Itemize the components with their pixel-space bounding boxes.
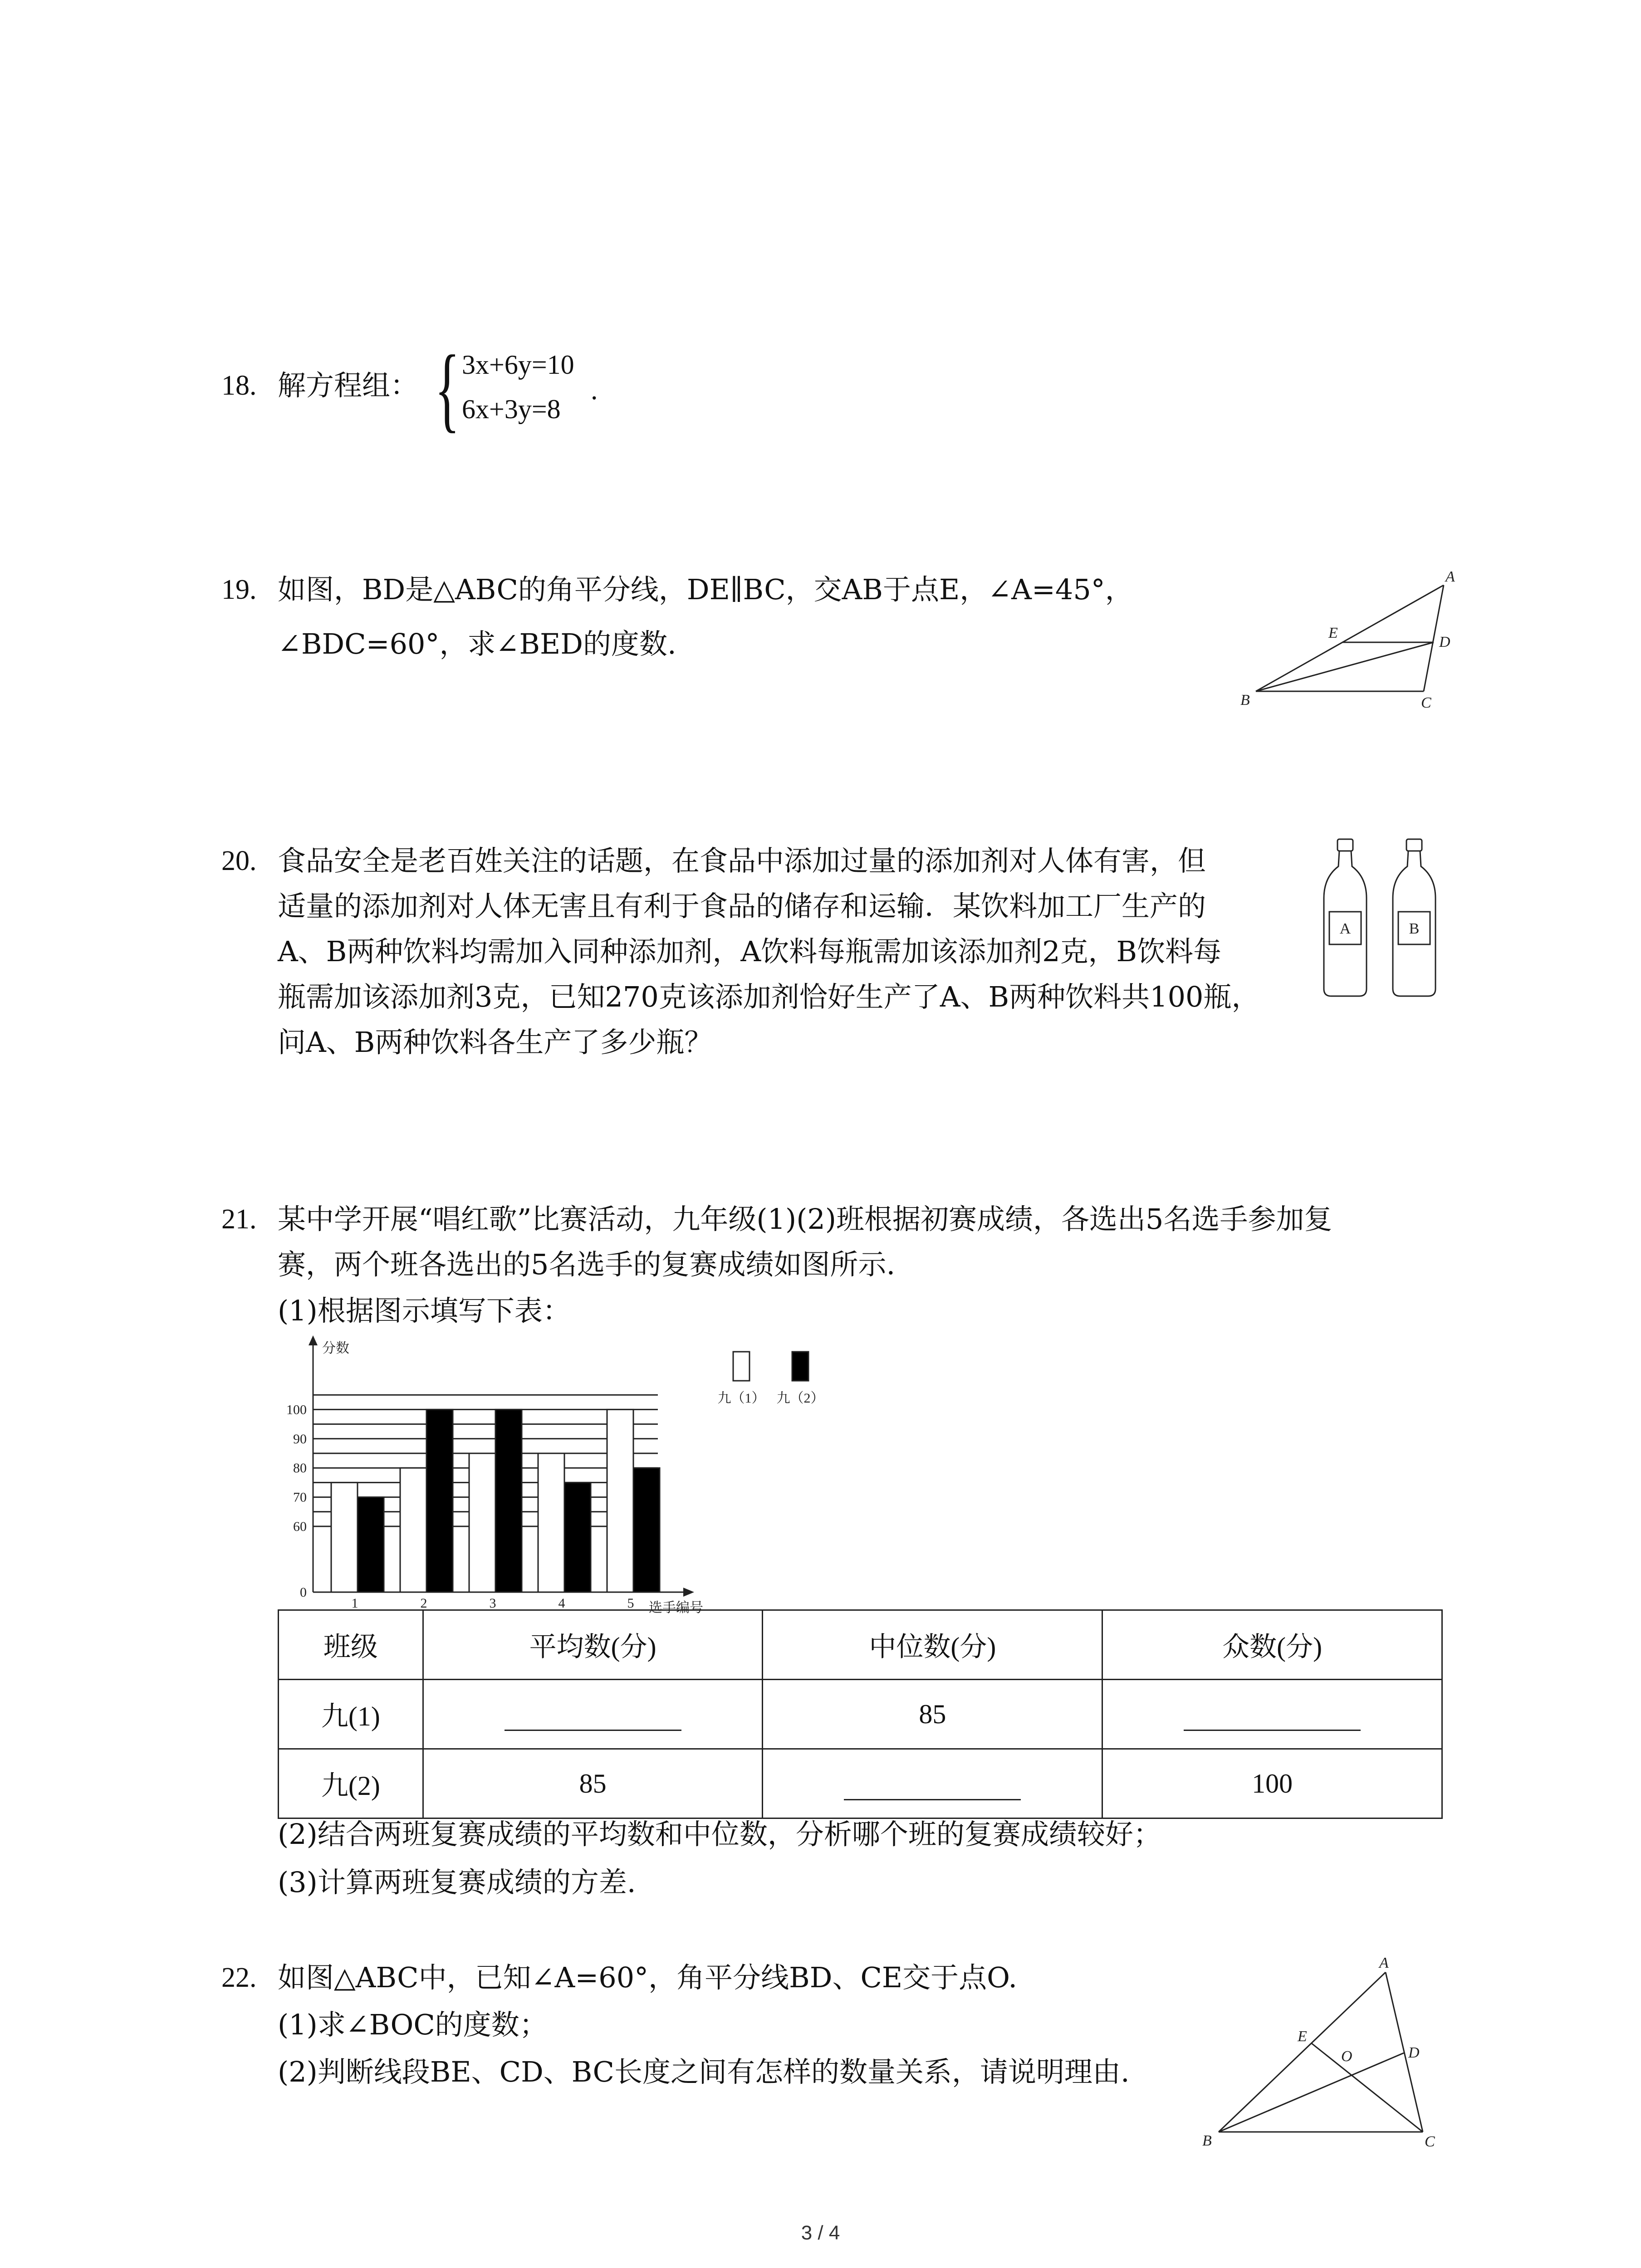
line-BD: [1219, 2053, 1404, 2132]
table-cell-blank[interactable]: [1102, 1680, 1442, 1749]
legend-label: 九（1）: [717, 1391, 765, 1406]
y-tick-label: 60: [293, 1519, 307, 1534]
bottle-b-icon: [1393, 839, 1435, 996]
y-tick-label: 90: [293, 1431, 307, 1447]
bar-class2: [564, 1482, 591, 1592]
table-header-row: [279, 1610, 1442, 1680]
x-axis-arrow: [683, 1588, 694, 1597]
q21-line-2: 赛，两个班各选出的5名选手的复赛成绩如图所示.: [278, 1248, 896, 1281]
x-tick-label: 3: [489, 1596, 496, 1611]
bar-class2: [426, 1409, 453, 1592]
q22-part-2: (2)判断线段BE、CD、BC长度之间有怎样的数量关系，请说明理由.: [278, 2055, 1130, 2088]
q20-line-4: 瓶需加该添加剂3克，已知270克该添加剂恰好生产了A、B两种饮料共100瓶，: [278, 980, 1260, 1013]
bar-class1: [607, 1409, 633, 1592]
bar-class1: [469, 1453, 495, 1592]
label-O: O: [1341, 2048, 1352, 2065]
page-number: 3 / 4: [801, 2222, 840, 2244]
table-cell: 85: [763, 1680, 1102, 1749]
label-D: D: [1408, 2044, 1420, 2061]
bar-class2: [633, 1468, 660, 1592]
q22-number: 22.: [221, 1962, 257, 1993]
y-tick-label: 0: [300, 1585, 307, 1600]
label-E: E: [1298, 2028, 1307, 2045]
line-CE: [1311, 2043, 1423, 2132]
q21-line-1: 某中学开展“唱红歌”比赛活动，九年级(1)(2)班根据初赛成绩，各选出5名选手参加复: [278, 1202, 1332, 1236]
table-cell-blank[interactable]: [423, 1680, 763, 1749]
bottle-a-label: A: [1339, 920, 1351, 937]
table-row: [279, 1680, 1442, 1749]
bar-class1: [331, 1482, 358, 1592]
q22-triangle-figure: [1198, 1950, 1452, 2150]
q20-line-3: A、B两种饮料均需加入同种添加剂，A饮料每瓶需加该添加剂2克，B饮料每: [278, 935, 1222, 968]
table-header: 班级: [279, 1610, 423, 1680]
q18-number: 18.: [221, 370, 257, 401]
label-A: A: [1445, 568, 1455, 585]
line-BA: [1256, 585, 1444, 691]
q21-number: 21.: [221, 1204, 257, 1235]
bottle-a-icon: [1324, 839, 1367, 996]
label-A: A: [1379, 1955, 1389, 1971]
equation-brace: {: [435, 336, 460, 441]
label-E: E: [1328, 625, 1338, 641]
q20-line-1: 食品安全是老百姓关注的话题，在食品中添加过量的添加剂对人体有害，但: [278, 844, 1206, 877]
y-tick-label: 70: [293, 1490, 307, 1505]
table-header: 平均数(分): [423, 1610, 763, 1680]
answer-blank[interactable]: [1184, 1728, 1361, 1731]
table-cell-class: 九(1): [279, 1680, 423, 1749]
line-BD: [1256, 642, 1434, 691]
q22-line-1: 如图△ABC中，已知∠A=60°，角平分线BD、CE交于点O.: [278, 1961, 1018, 1994]
q21-part-1: (1)根据图示填写下表：: [278, 1294, 571, 1327]
x-tick-label: 1: [351, 1596, 358, 1611]
table-cell-class: 九(2): [279, 1749, 423, 1818]
q18-equation-2: 6x+3y=8: [462, 394, 561, 424]
q20-line-5: 问A、B两种饮料各生产了多少瓶？: [278, 1026, 713, 1059]
q19-triangle-figure: [1234, 558, 1470, 712]
answer-blank[interactable]: [844, 1797, 1021, 1800]
bar-class2: [495, 1409, 522, 1592]
label-D: D: [1439, 634, 1450, 650]
x-tick-label: 4: [558, 1596, 565, 1611]
q20-line-2: 适量的添加剂对人体无害且有利于食品的储存和运输．某饮料加工厂生产的: [278, 890, 1206, 923]
table-header: 中位数(分): [763, 1610, 1102, 1680]
q18-text: 解方程组：: [278, 369, 419, 402]
label-C: C: [1425, 2133, 1435, 2150]
legend-swatch: [792, 1352, 808, 1381]
q18-equation-1: 3x+6y=10: [462, 350, 574, 380]
bar-class1: [538, 1453, 564, 1592]
table-cell: 100: [1102, 1749, 1442, 1818]
line-BA: [1219, 1972, 1386, 2132]
q19-line-1: 如图，BD是△ABC的角平分线，DE∥BC，交AB于点E，∠A=45°，: [278, 573, 1133, 606]
q20-number: 20.: [221, 846, 257, 876]
bottles-figure: [1316, 830, 1461, 1002]
q19-number: 19.: [221, 574, 257, 605]
table-header: 众数(分): [1102, 1610, 1442, 1680]
q21-part-2: (2)结合两班复赛成绩的平均数和中位数，分析哪个班的复赛成绩较好；: [278, 1818, 1161, 1851]
y-tick-label: 80: [293, 1461, 307, 1476]
answer-blank[interactable]: [505, 1728, 681, 1731]
label-B: B: [1202, 2132, 1212, 2149]
y-axis-arrow: [309, 1335, 318, 1345]
bar-class2: [358, 1497, 384, 1592]
table-cell: 85: [423, 1749, 763, 1818]
legend-swatch: [733, 1352, 749, 1381]
x-tick-label: 2: [420, 1596, 427, 1611]
q22-part-1: (1)求∠BOC的度数；: [278, 2008, 548, 2041]
score-bar-chart: [272, 1334, 862, 1615]
label-C: C: [1421, 694, 1431, 711]
q18-period: .: [591, 375, 598, 406]
score-table: [278, 1609, 1443, 1819]
bar-class1: [400, 1468, 426, 1592]
q19-line-2: ∠BDC=60°，求∠BED的度数.: [278, 627, 676, 660]
y-tick-label: 100: [286, 1402, 307, 1418]
x-tick-label: 5: [627, 1596, 634, 1611]
label-B: B: [1240, 692, 1250, 709]
q21-part-3: (3)计算两班复赛成绩的方差.: [278, 1866, 636, 1899]
y-axis-label: 分数: [322, 1341, 349, 1356]
bottle-b-label: B: [1409, 920, 1420, 937]
x-axis-label: 选手编号: [649, 1600, 703, 1615]
legend-label: 九（2）: [776, 1391, 824, 1406]
